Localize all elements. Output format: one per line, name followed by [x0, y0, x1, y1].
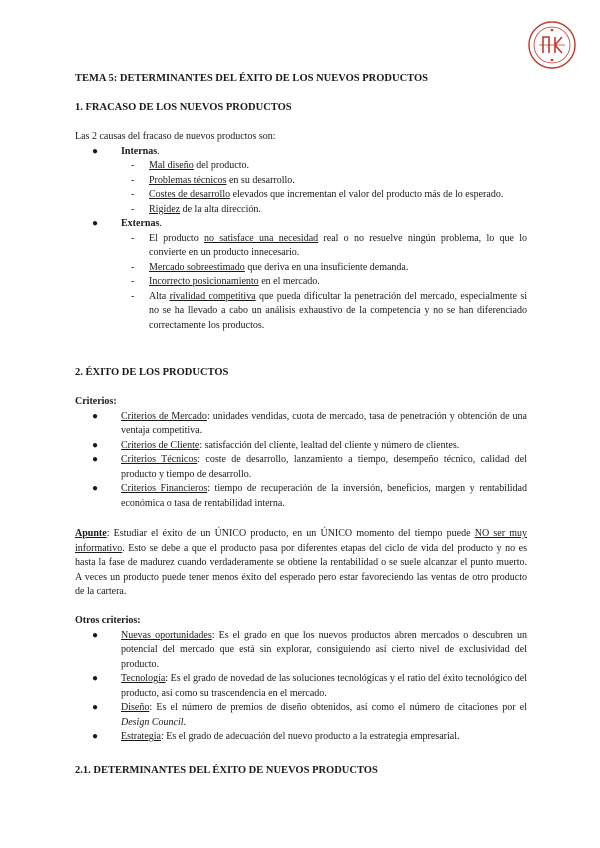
list-item: ● Criterios de Cliente: satisfacción del cliente, lealtad del cliente y número de clientes.	[75, 439, 527, 454]
list-item: ● Nuevas oportunidades: Es el grado en que los nuevos productos abren mercados o descubren un potencial del mercado que está sin explorar, consiguiendo así cierto nivel de exclusividad del producto.	[92, 629, 527, 670]
list-item: - Costes de desarrollo elevados que incrementan el valor del producto más de lo esperado.	[131, 189, 504, 200]
bullet-icon: ●	[92, 410, 99, 422]
list-item: ● Criterios Técnicos: coste de desarrollo, lanzamiento a tiempo, desempeño técnico, calidad del producto y tiempo de desarrollo.	[92, 454, 527, 480]
intro-text: Las 2 causas del fracaso de nuevos productos son:	[75, 131, 276, 142]
university-seal-icon	[527, 20, 577, 70]
section-1-heading: 1. FRACASO DE LOS NUEVOS PRODUCTOS	[75, 102, 292, 113]
internas-label: Internas	[121, 145, 158, 157]
list-item: - El producto no satisface una necesidad real o no resuelve ningún problema, lo que lo convierte en un producto innecesario.	[131, 232, 527, 258]
criterios-label: Criterios:	[75, 396, 117, 407]
externas-label: Externas	[121, 218, 160, 229]
bullet-icon: ●	[92, 702, 99, 713]
otros-label: Otros criterios:	[75, 615, 141, 626]
apunte-paragraph: Apunte: Estudiar el éxito de un ÚNICO producto, en un ÚNICO momento del tiempo puede NO ser muy informativo. Esto se debe a que el producto pasa por diferentes etapas del ciclo de vida del producto y no es hasta la fase de madurez cuando verdaderamente se obtiene la rentabilidad o se suele alcanzar el punto muerto. A veces un producto puede tener menos éxito del esperado pero estar favoreciendo las ventas de otro producto de la cartera.	[75, 528, 527, 597]
internas-bullet: ● Internas.	[75, 145, 527, 160]
list-item: - Rigidez de la alta dirección.	[131, 203, 261, 215]
section-1-body	[75, 130, 527, 333]
section-2-heading: 2. ÉXITO DE LOS PRODUCTOS	[75, 367, 229, 378]
bullet-icon: ●	[92, 145, 99, 157]
list-item: - Mal diseño del producto.	[131, 160, 249, 171]
list-item: ● Diseño: Es el número de premios de diseño obtenidos, así como el número de citaciones por el Design Council.	[92, 702, 527, 728]
bullet-icon: ●	[92, 454, 99, 465]
otros-criterios	[75, 614, 527, 745]
list-item: ● Criterios de Mercado: unidades vendidas, cuota de mercado, tasa de penetración y obtención de una ventaja competitiva.	[92, 410, 527, 436]
list-item: ● Criterios Financieros: tiempo de recuperación de la inversión, beneficios, margen y rentabilidad económica o tasa de rentabilidad interna.	[92, 483, 527, 509]
list-item: - Alta rivalidad competitiva que pueda dificultar la penetración del mercado, especialmente si no se ha llevado a cabo un análisis exhaustivo de la competencia y no se han diferenciado correctamente los productos.	[131, 290, 527, 331]
externas-bullet: ● Externas.	[75, 217, 527, 232]
bullet-icon: ●	[92, 629, 99, 641]
apunte-label: Apunte	[75, 528, 107, 539]
bullet-icon: ●	[92, 218, 99, 229]
bullet-icon: ●	[92, 673, 99, 684]
list-item: - Incorrecto posicionamiento en el mercado.	[131, 276, 320, 287]
section-2-body	[75, 395, 527, 511]
list-item: ● Tecnología: Es el grado de novedad de las soluciones tecnológicas y el ratio del éxito tecnológico del producto, así como su trascendencia en el mercado.	[92, 673, 527, 699]
list-item: ● Estrategia: Es el grado de adecuación del nuevo producto a la estrategia empresarial.	[75, 730, 527, 745]
list-item: - Mercado sobreestimado que deriva en una insuficiente demanda.	[131, 261, 409, 273]
bullet-icon: ●	[92, 439, 99, 451]
bullet-icon: ●	[92, 731, 99, 742]
list-item: - Problemas técnicos en su desarrollo.	[131, 174, 295, 186]
document-title: TEMA 5: DETERMINANTES DEL ÉXITO DE LOS NUEVOS PRODUCTOS	[75, 73, 428, 84]
bullet-icon: ●	[92, 483, 99, 494]
section-2-1-heading: 2.1. DETERMINANTES DEL ÉXITO DE NUEVOS PRODUCTOS	[75, 765, 378, 776]
